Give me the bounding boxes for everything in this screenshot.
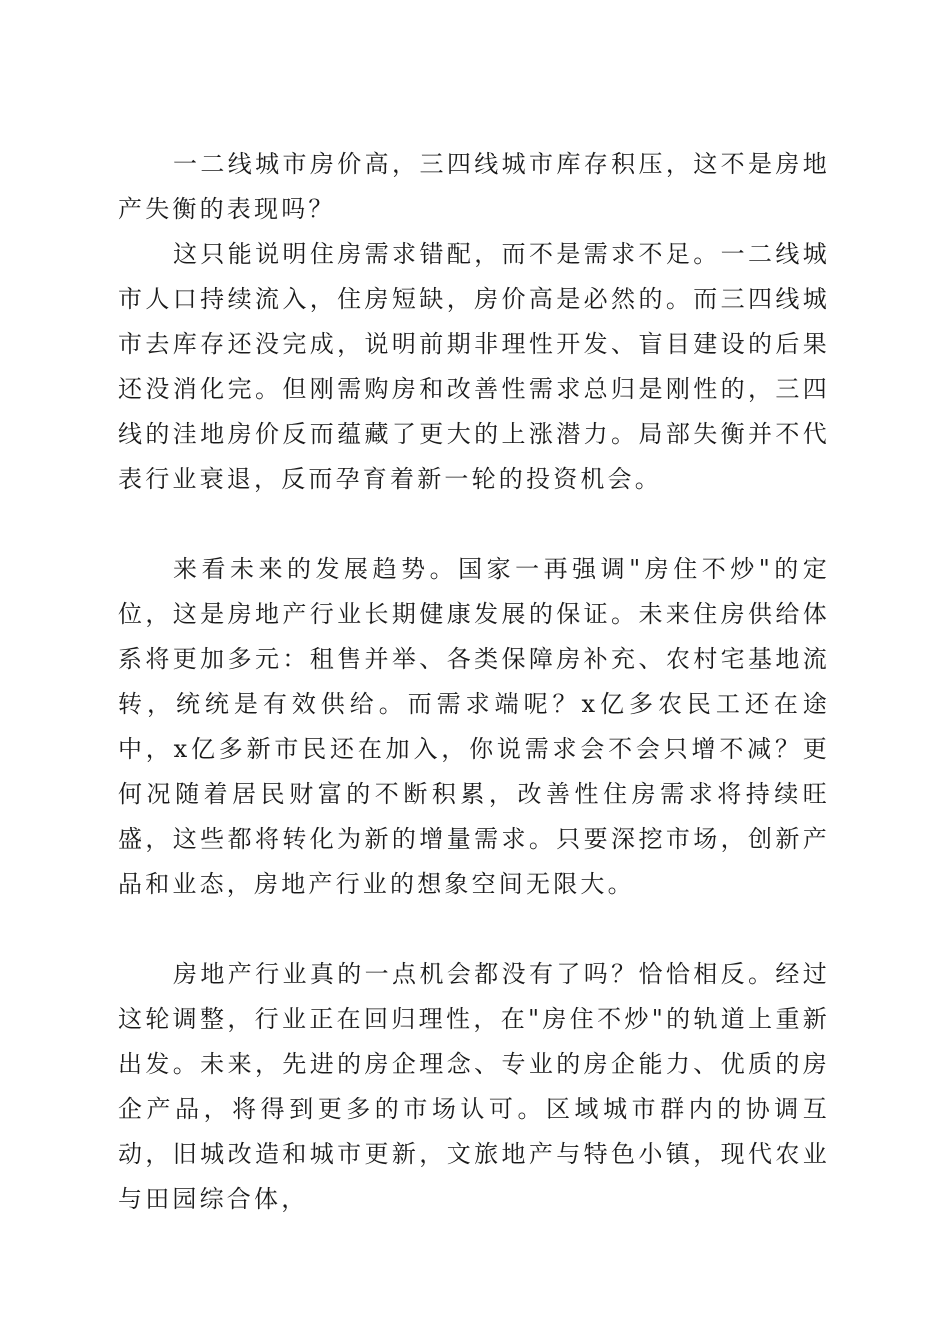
document-body [118,142,830,1222]
paragraph-future-trend: 来看未来的发展趋势。国家一再强调"房住不炒"的定位，这是房地产行业长期健康发展的保证。未来住房供给体系将更加多元：租售并举、各类保障房补充、农村宅基地流转，统统是有效供给。而需求端呢？x亿多农民工还在途中，x亿多新市民还在加入，你说需求会不会只增不减？更何况随着居民财富的不断积累，改善性住房需求将持续旺盛，这些都将转化为新的增量需求。只要深挖市场，创新产品和业态，房地产行业的想象空间无限大。 [118,555,830,898]
paragraph-spacer [118,907,830,952]
paragraph-question: 一二线城市房价高，三四线城市库存积压，这不是房地产失衡的表现吗？ [118,150,830,223]
paragraph-opportunity: 房地产行业真的一点机会都没有了吗？恰恰相反。经过这轮调整，行业正在回归理性，在"房住不炒"的轨道上重新出发。未来，先进的房企理念、专业的房企能力、优质的房企产品，将得到更多的市场认可。区域城市群内的协调互动，旧城改造和城市更新，文旅地产与特色小镇，现代农业与田园综合体， [118,960,830,1213]
paragraph-spacer [118,502,830,547]
paragraph-answer: 这只能说明住房需求错配，而不是需求不足。一二线城市人口持续流入，住房短缺，房价高是必然的。而三四线城市去库存还没完成，说明前期非理性开发、盲目建设的后果还没消化完。但刚需购房和改善性需求总归是刚性的，三四线的洼地房价反而蕴藏了更大的上涨潜力。局部失衡并不代表行业衰退，反而孕育着新一轮的投资机会。 [118,240,830,493]
